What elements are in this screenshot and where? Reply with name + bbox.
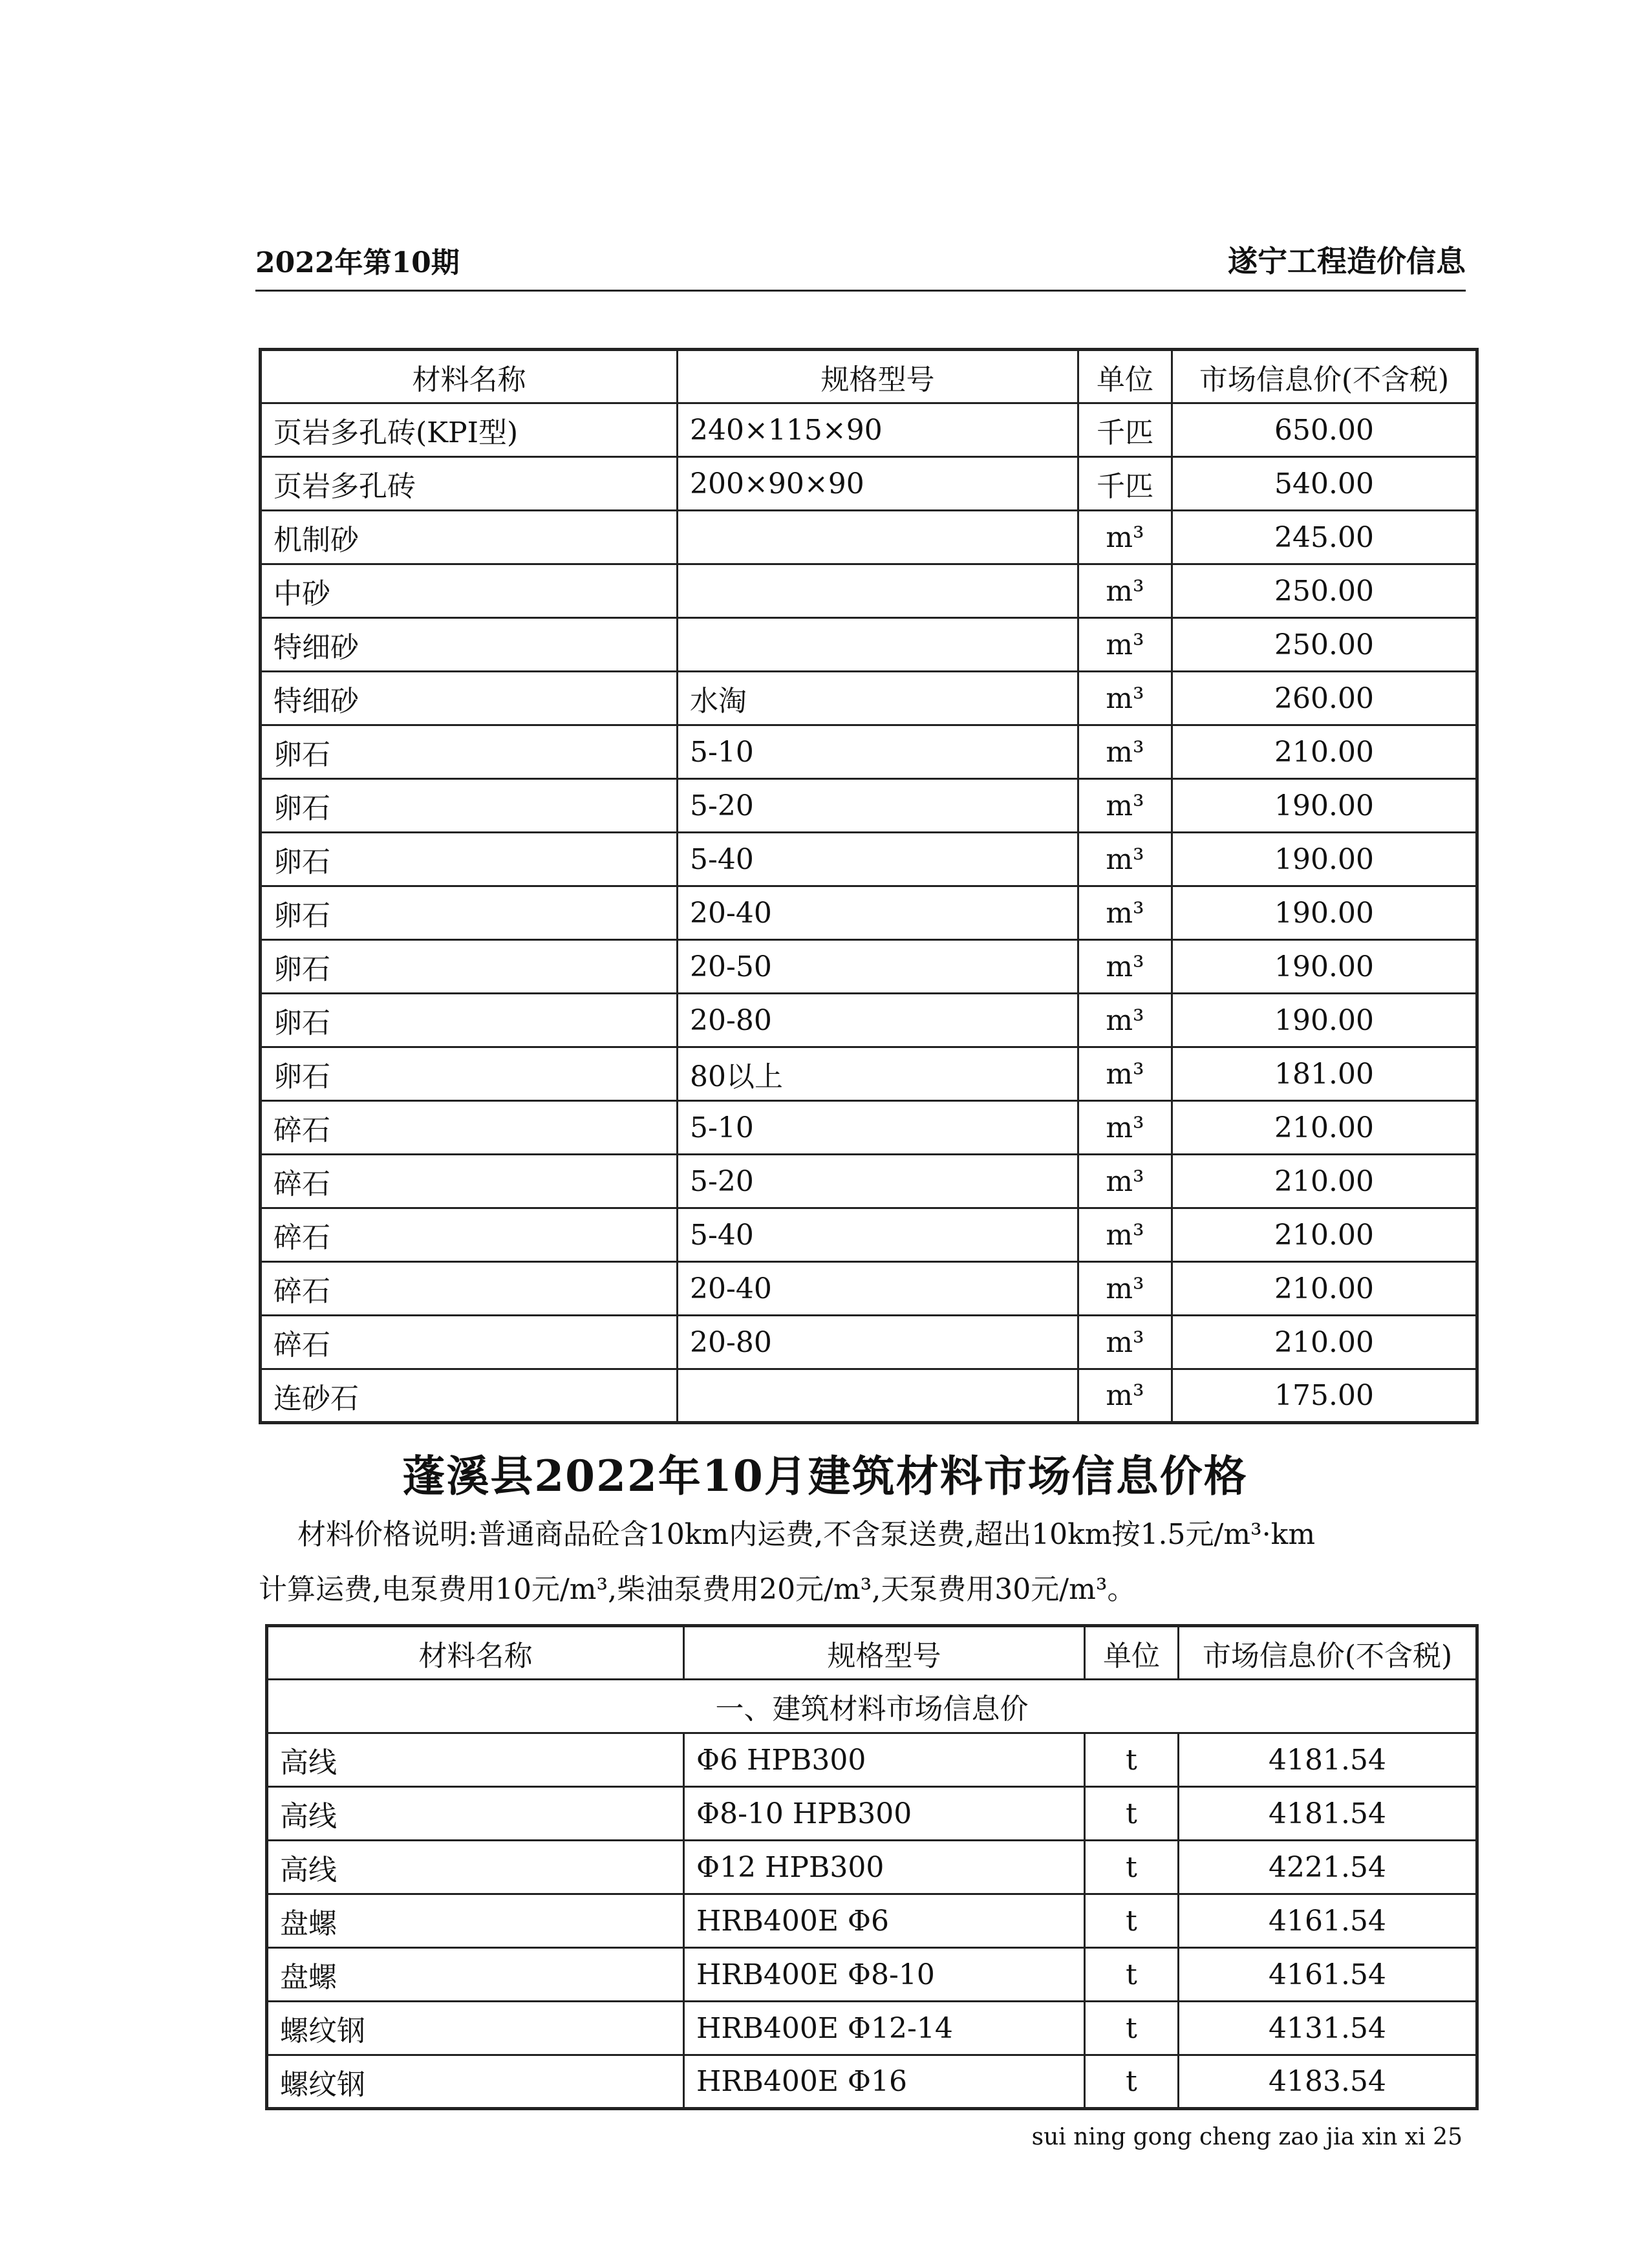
spec-cell: 200×90×90 bbox=[678, 457, 1078, 511]
material-name-cell: 碎石 bbox=[261, 1208, 678, 1262]
price-cell: 210.00 bbox=[1172, 1208, 1477, 1262]
table-row bbox=[261, 886, 1477, 940]
unit-cell: m³ bbox=[1078, 1208, 1172, 1262]
spec-cell: HRB400E Φ8-10 bbox=[684, 1948, 1085, 2002]
page-footer: sui ning gong cheng zao jia xin xi 25 bbox=[1031, 2124, 1462, 2150]
spec-cell: 5-40 bbox=[678, 833, 1078, 886]
material-name-cell: 碎石 bbox=[261, 1262, 678, 1316]
unit-cell: m³ bbox=[1078, 1047, 1172, 1101]
table-row bbox=[267, 1948, 1477, 2002]
table-row bbox=[261, 564, 1477, 618]
price-cell: 4131.54 bbox=[1179, 2002, 1477, 2055]
table-header-row bbox=[261, 350, 1477, 403]
spec-cell: 5-20 bbox=[678, 779, 1078, 833]
unit-cell: m³ bbox=[1078, 940, 1172, 994]
price-cell: 540.00 bbox=[1172, 457, 1477, 511]
unit-cell: m³ bbox=[1078, 511, 1172, 564]
material-name-cell: 卵石 bbox=[261, 994, 678, 1047]
table-row bbox=[261, 672, 1477, 725]
unit-cell: m³ bbox=[1078, 564, 1172, 618]
material-name-cell: 螺纹钢 bbox=[267, 2002, 684, 2055]
material-name-cell: 碎石 bbox=[261, 1101, 678, 1155]
spec-cell: 20-40 bbox=[678, 1262, 1078, 1316]
material-name-cell: 卵石 bbox=[261, 1047, 678, 1101]
price-cell: 250.00 bbox=[1172, 564, 1477, 618]
price-cell: 250.00 bbox=[1172, 618, 1477, 672]
section-label: 一、建筑材料市场信息价 bbox=[267, 1680, 1477, 1733]
unit-cell: m³ bbox=[1078, 1101, 1172, 1155]
material-name-cell: 卵石 bbox=[261, 779, 678, 833]
spec-cell: 水淘 bbox=[678, 672, 1078, 725]
column-header: 规格型号 bbox=[684, 1626, 1085, 1680]
unit-cell: t bbox=[1085, 1733, 1179, 1787]
unit-cell: m³ bbox=[1078, 618, 1172, 672]
unit-cell: t bbox=[1085, 1894, 1179, 1948]
unit-cell: m³ bbox=[1078, 1316, 1172, 1369]
unit-cell: t bbox=[1085, 1841, 1179, 1894]
section-row bbox=[267, 1680, 1477, 1733]
table-row bbox=[261, 511, 1477, 564]
unit-cell: m³ bbox=[1078, 725, 1172, 779]
spec-cell: 20-40 bbox=[678, 886, 1078, 940]
table-row bbox=[261, 618, 1477, 672]
price-cell: 4181.54 bbox=[1179, 1733, 1477, 1787]
spec-cell bbox=[678, 1369, 1078, 1423]
price-cell: 210.00 bbox=[1172, 1262, 1477, 1316]
price-table-2 bbox=[265, 1624, 1479, 2110]
price-cell: 650.00 bbox=[1172, 403, 1477, 457]
table-row bbox=[261, 1208, 1477, 1262]
material-name-cell: 卵石 bbox=[261, 833, 678, 886]
material-name-cell: 机制砂 bbox=[261, 511, 678, 564]
column-header: 市场信息价(不含税) bbox=[1179, 1626, 1477, 1680]
material-name-cell: 盘螺 bbox=[267, 1894, 684, 1948]
table-row bbox=[261, 994, 1477, 1047]
material-name-cell: 高线 bbox=[267, 1841, 684, 1894]
material-name-cell: 特细砂 bbox=[261, 672, 678, 725]
price-table-1 bbox=[259, 348, 1479, 1424]
unit-cell: m³ bbox=[1078, 779, 1172, 833]
table-row bbox=[261, 833, 1477, 886]
material-name-cell: 高线 bbox=[267, 1733, 684, 1787]
column-header: 单位 bbox=[1085, 1626, 1179, 1680]
material-name-cell: 特细砂 bbox=[261, 618, 678, 672]
table-row bbox=[267, 1787, 1477, 1841]
table-row bbox=[261, 1047, 1477, 1101]
price-cell: 190.00 bbox=[1172, 886, 1477, 940]
price-cell: 4161.54 bbox=[1179, 1948, 1477, 2002]
price-cell: 4183.54 bbox=[1179, 2055, 1477, 2109]
material-name-cell: 盘螺 bbox=[267, 1948, 684, 2002]
unit-cell: m³ bbox=[1078, 1262, 1172, 1316]
unit-cell: 千匹 bbox=[1078, 403, 1172, 457]
price-cell: 245.00 bbox=[1172, 511, 1477, 564]
table-row bbox=[267, 1894, 1477, 1948]
unit-cell: m³ bbox=[1078, 1369, 1172, 1423]
spec-cell: 80以上 bbox=[678, 1047, 1078, 1101]
table-row bbox=[267, 2002, 1477, 2055]
spec-cell: Φ6 HPB300 bbox=[684, 1733, 1085, 1787]
price-cell: 260.00 bbox=[1172, 672, 1477, 725]
table-row bbox=[261, 403, 1477, 457]
unit-cell: t bbox=[1085, 1787, 1179, 1841]
material-name-cell: 卵石 bbox=[261, 725, 678, 779]
unit-cell: 千匹 bbox=[1078, 457, 1172, 511]
spec-cell: 5-10 bbox=[678, 725, 1078, 779]
column-header: 材料名称 bbox=[261, 350, 678, 403]
price-cell: 210.00 bbox=[1172, 1155, 1477, 1208]
price-cell: 190.00 bbox=[1172, 994, 1477, 1047]
table-row bbox=[261, 1101, 1477, 1155]
price-cell: 190.00 bbox=[1172, 833, 1477, 886]
spec-cell: Φ8-10 HPB300 bbox=[684, 1787, 1085, 1841]
material-name-cell: 连砂石 bbox=[261, 1369, 678, 1423]
price-cell: 181.00 bbox=[1172, 1047, 1477, 1101]
material-name-cell: 碎石 bbox=[261, 1155, 678, 1208]
table-row bbox=[261, 1262, 1477, 1316]
spec-cell: Φ12 HPB300 bbox=[684, 1841, 1085, 1894]
table-row bbox=[267, 1841, 1477, 1894]
section-title: 蓬溪县2022年10月建筑材料市场信息价格 bbox=[402, 1451, 1248, 1501]
spec-cell: HRB400E Φ12-14 bbox=[684, 2002, 1085, 2055]
table-row bbox=[261, 1155, 1477, 1208]
table-row bbox=[267, 1733, 1477, 1787]
table-row bbox=[261, 940, 1477, 994]
price-cell: 190.00 bbox=[1172, 779, 1477, 833]
material-name-cell: 页岩多孔砖(KPI型) bbox=[261, 403, 678, 457]
spec-cell: 20-80 bbox=[678, 994, 1078, 1047]
column-header: 规格型号 bbox=[678, 350, 1078, 403]
price-cell: 210.00 bbox=[1172, 725, 1477, 779]
material-name-cell: 卵石 bbox=[261, 940, 678, 994]
publication-title: 遂宁工程造价信息 bbox=[1228, 244, 1466, 279]
material-name-cell: 碎石 bbox=[261, 1316, 678, 1369]
material-name-cell: 卵石 bbox=[261, 886, 678, 940]
price-cell: 210.00 bbox=[1172, 1316, 1477, 1369]
column-header: 市场信息价(不含税) bbox=[1172, 350, 1477, 403]
material-name-cell: 页岩多孔砖 bbox=[261, 457, 678, 511]
issue-label: 2022年第10期 bbox=[255, 246, 460, 279]
price-cell: 210.00 bbox=[1172, 1101, 1477, 1155]
page-header bbox=[255, 244, 1466, 292]
table-row bbox=[261, 1316, 1477, 1369]
unit-cell: m³ bbox=[1078, 833, 1172, 886]
spec-cell: HRB400E Φ16 bbox=[684, 2055, 1085, 2109]
table-row bbox=[261, 1369, 1477, 1423]
price-cell: 190.00 bbox=[1172, 940, 1477, 994]
spec-cell: HRB400E Φ6 bbox=[684, 1894, 1085, 1948]
price-note-line-1: 材料价格说明:普通商品砼含10km内运费,不含泵送费,超出10km按1.5元/m³·km bbox=[297, 1518, 1316, 1551]
spec-cell: 20-50 bbox=[678, 940, 1078, 994]
spec-cell bbox=[678, 564, 1078, 618]
table-header-row bbox=[267, 1626, 1477, 1680]
unit-cell: t bbox=[1085, 2055, 1179, 2109]
price-cell: 4161.54 bbox=[1179, 1894, 1477, 1948]
table-row bbox=[261, 779, 1477, 833]
price-cell: 4181.54 bbox=[1179, 1787, 1477, 1841]
table-row bbox=[261, 457, 1477, 511]
table-row bbox=[267, 2055, 1477, 2109]
column-header: 单位 bbox=[1078, 350, 1172, 403]
price-note-line-2: 计算运费,电泵费用10元/m³,柴油泵费用20元/m³,天泵费用30元/m³。 bbox=[259, 1573, 1136, 1606]
unit-cell: t bbox=[1085, 1948, 1179, 2002]
spec-cell: 20-80 bbox=[678, 1316, 1078, 1369]
spec-cell: 5-20 bbox=[678, 1155, 1078, 1208]
spec-cell bbox=[678, 511, 1078, 564]
spec-cell: 5-40 bbox=[678, 1208, 1078, 1262]
unit-cell: m³ bbox=[1078, 994, 1172, 1047]
unit-cell: m³ bbox=[1078, 672, 1172, 725]
unit-cell: m³ bbox=[1078, 1155, 1172, 1208]
material-name-cell: 中砂 bbox=[261, 564, 678, 618]
price-cell: 175.00 bbox=[1172, 1369, 1477, 1423]
price-cell: 4221.54 bbox=[1179, 1841, 1477, 1894]
table-row bbox=[261, 725, 1477, 779]
material-name-cell: 高线 bbox=[267, 1787, 684, 1841]
spec-cell: 5-10 bbox=[678, 1101, 1078, 1155]
material-name-cell: 螺纹钢 bbox=[267, 2055, 684, 2109]
unit-cell: m³ bbox=[1078, 886, 1172, 940]
unit-cell: t bbox=[1085, 2002, 1179, 2055]
column-header: 材料名称 bbox=[267, 1626, 684, 1680]
spec-cell: 240×115×90 bbox=[678, 403, 1078, 457]
spec-cell bbox=[678, 618, 1078, 672]
